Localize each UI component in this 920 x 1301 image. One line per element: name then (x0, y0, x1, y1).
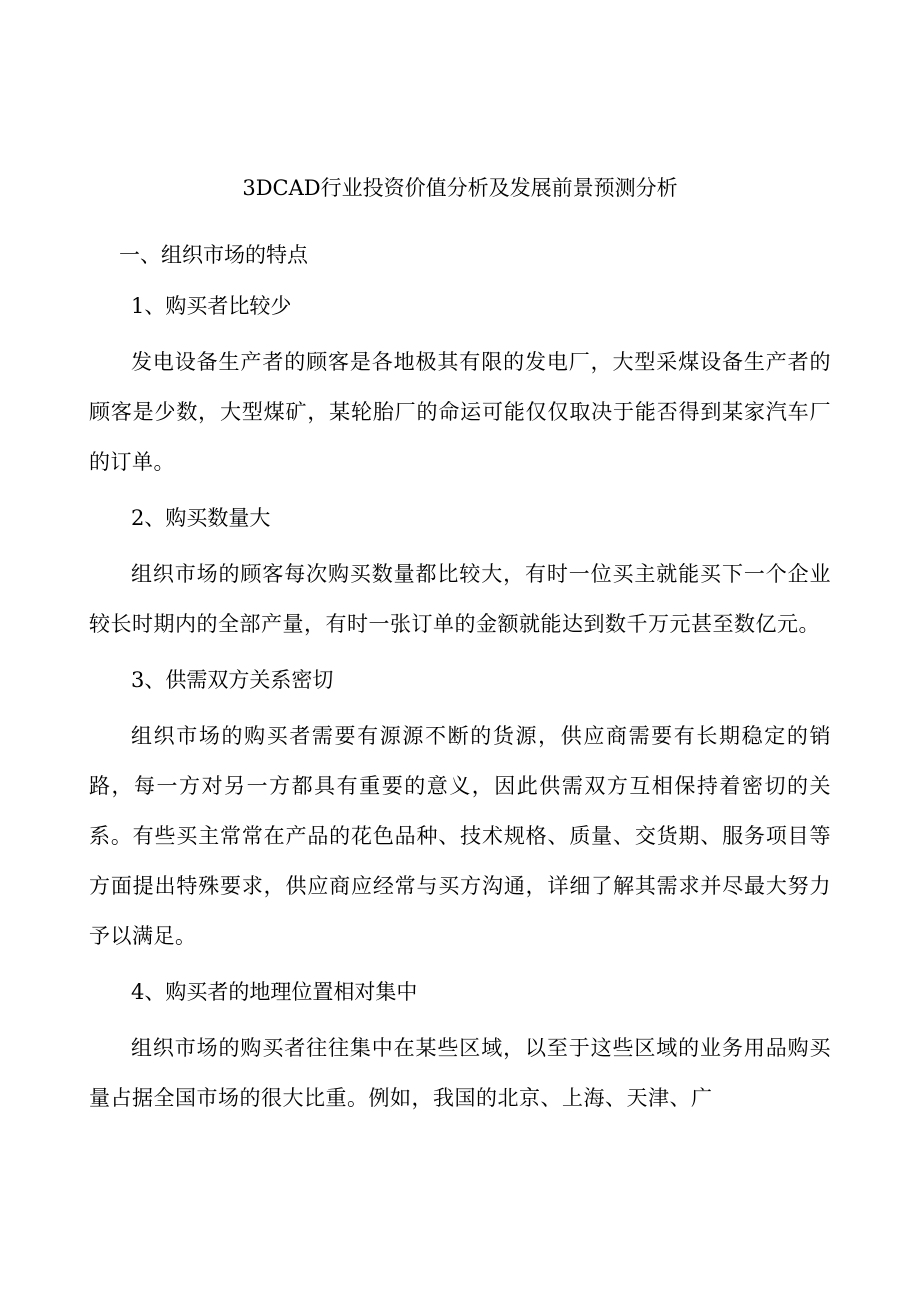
subsection-heading-1: 1、购买者比较少 (131, 294, 292, 318)
document-body (89, 235, 831, 1123)
section-heading: 一、组织市场的特点 (119, 243, 308, 267)
paragraph-3: 组织市场的购买者需要有源源不断的货源，供应商需要有长期稳定的销路，每一方对另一方都具有重要的意义，因此供需双方互相保持着密切的关系。有些买主常常在产品的花色品种、技术规格、质量、交货期、服务项目等方面提出特殊要求，供应商应经常与买方沟通，详细了解其需求并尽最大努力予以满足。 (89, 724, 831, 948)
paragraph-4: 组织市场的购买者往往集中在某些区域，以至于这些区域的业务用品购买量占据全国市场的很大比重。例如，我国的北京、上海、天津、广 (89, 1036, 831, 1110)
paragraph-2: 组织市场的顾客每次购买数量都比较大，有时一位买主就能买下一个企业较长时期内的全部产量，有时一张订单的金额就能达到数千万元甚至数亿元。 (89, 562, 831, 636)
document-title: 3DCAD行业投资价值分析及发展前景预测分析 (242, 176, 678, 200)
subsection-heading-2: 2、购买数量大 (131, 506, 271, 530)
subsection-heading-3: 3、供需双方关系密切 (131, 668, 334, 692)
subsection-heading-4: 4、购买者的地理位置相对集中 (131, 980, 418, 1004)
paragraph-1: 发电设备生产者的顾客是各地极其有限的发电厂，大型采煤设备生产者的顾客是少数，大型煤矿，某轮胎厂的命运可能仅仅取决于能否得到某家汽车厂的订单。 (89, 350, 831, 474)
